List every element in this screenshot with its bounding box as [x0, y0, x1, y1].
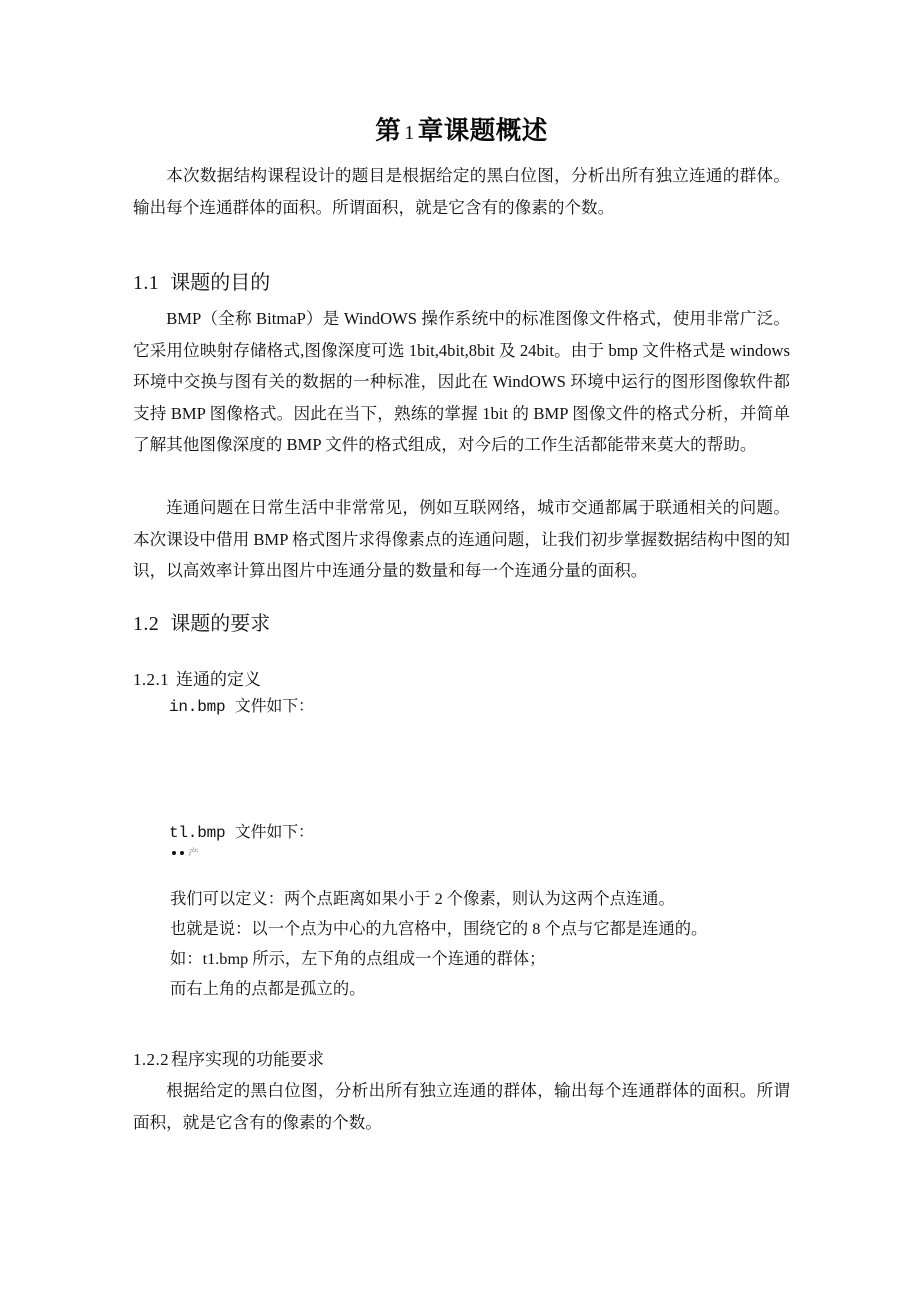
bitmap-dot — [172, 851, 176, 855]
section-1-2-1-number: 1.2.1 — [133, 670, 169, 689]
chapter-title-prefix: 第 — [375, 117, 402, 145]
section-1-2-2-paragraph-block — [133, 1075, 790, 1138]
section-1-1-title: 课题的目的 — [170, 272, 271, 294]
section-1-1-paragraph-2: 连通问题在日常生活中非常常见，例如互联网络，城市交通都属于联通相关的问题。本次课设中借用 BMP 格式图片求得像素点的连通问题，让我们初步掌握数据结构中图的知识，以高效率计算出图片中连通分量的数量和每一个连通分量的面积。 — [133, 498, 790, 580]
figure-tl-bmp-image — [171, 842, 217, 862]
section-1-1-heading — [133, 269, 790, 297]
figure-in-caption: in.bmp 文件如下： — [169, 698, 314, 716]
intro-paragraph-block — [133, 160, 790, 223]
section-1-1-paragraph-1: BMP（全称 BitmaP）是 WindOWS 操作系统中的标准图像文件格式，使用非常广泛。它采用位映射存储格式,图像深度可选 1bit,4bit,8bit 及 24bit。由于 bmp 文件格式是 windows 环境中交换与图有关的数据的一种标准，因此在 WindOWS 环境中运行的图形图像软件都支持 BMP 图像格式。因此在当下，熟练的掌握 1bit 的 BMP 图像文件的格式分析，并简单了解其他图像深度的 BMP 文件的格式组成，对今后的工作生活都能带来莫大的帮助。 — [133, 309, 790, 454]
page-title — [133, 116, 790, 147]
definition-line: 而右上角的点都是孤立的。 — [170, 979, 366, 998]
figure-in-caption-block — [133, 694, 790, 720]
figure-in-bmp-image — [170, 722, 470, 820]
section-1-2-2-heading — [133, 1048, 790, 1072]
section-1-2-1-heading — [133, 668, 790, 692]
intro-paragraph: 本次数据结构课程设计的题目是根据给定的黑白位图，分析出所有独立连通的群体。输出每个连通群体的面积。所谓面积，就是它含有的像素的个数。 — [133, 166, 790, 217]
chapter-title-suffix: 章课题概述 — [417, 117, 548, 145]
section-1-2-heading — [133, 610, 790, 638]
section-1-1-paragraph-2-block — [133, 492, 790, 587]
figure-tl-caption-block — [133, 820, 790, 846]
definition-lines-block — [133, 884, 790, 1004]
definition-line: 如：t1.bmp 所示，左下角的点组成一个连通的群体； — [170, 949, 546, 968]
section-1-2-2-paragraph: 根据给定的黑白位图，分析出所有独立连通的群体，输出每个连通群体的面积。所谓面积，就是它含有的像素的个数。 — [133, 1081, 790, 1132]
section-1-2-1-heading-block — [133, 668, 790, 692]
section-1-2-2-title: 程序实现的功能要求 — [171, 1050, 324, 1069]
section-1-2-title: 课题的要求 — [170, 613, 271, 635]
chapter-number: 1 — [404, 122, 415, 144]
section-1-1-paragraph-1-block — [133, 303, 790, 461]
definition-line: 我们可以定义：两个点距离如果小于 2 个像素，则认为这两个点连通。 — [170, 889, 675, 908]
section-1-1-heading-block — [133, 269, 790, 297]
bitmap-dot — [180, 851, 184, 855]
section-1-2-1-title: 连通的定义 — [176, 670, 261, 689]
figure-tl-caption: tl.bmp 文件如下： — [169, 824, 314, 842]
bitmap-artifact: 产 — [188, 846, 199, 858]
section-1-2-number: 1.2 — [133, 613, 160, 635]
section-1-2-2-heading-block — [133, 1048, 790, 1072]
definition-line: 也就是说：以一个点为中心的九宫格中，围绕它的 8 个点与它都是连通的。 — [170, 919, 708, 938]
section-1-2-2-number: 1.2.2 — [133, 1050, 169, 1069]
section-1-2-heading-block — [133, 610, 790, 638]
section-1-1-number: 1.1 — [133, 272, 160, 294]
